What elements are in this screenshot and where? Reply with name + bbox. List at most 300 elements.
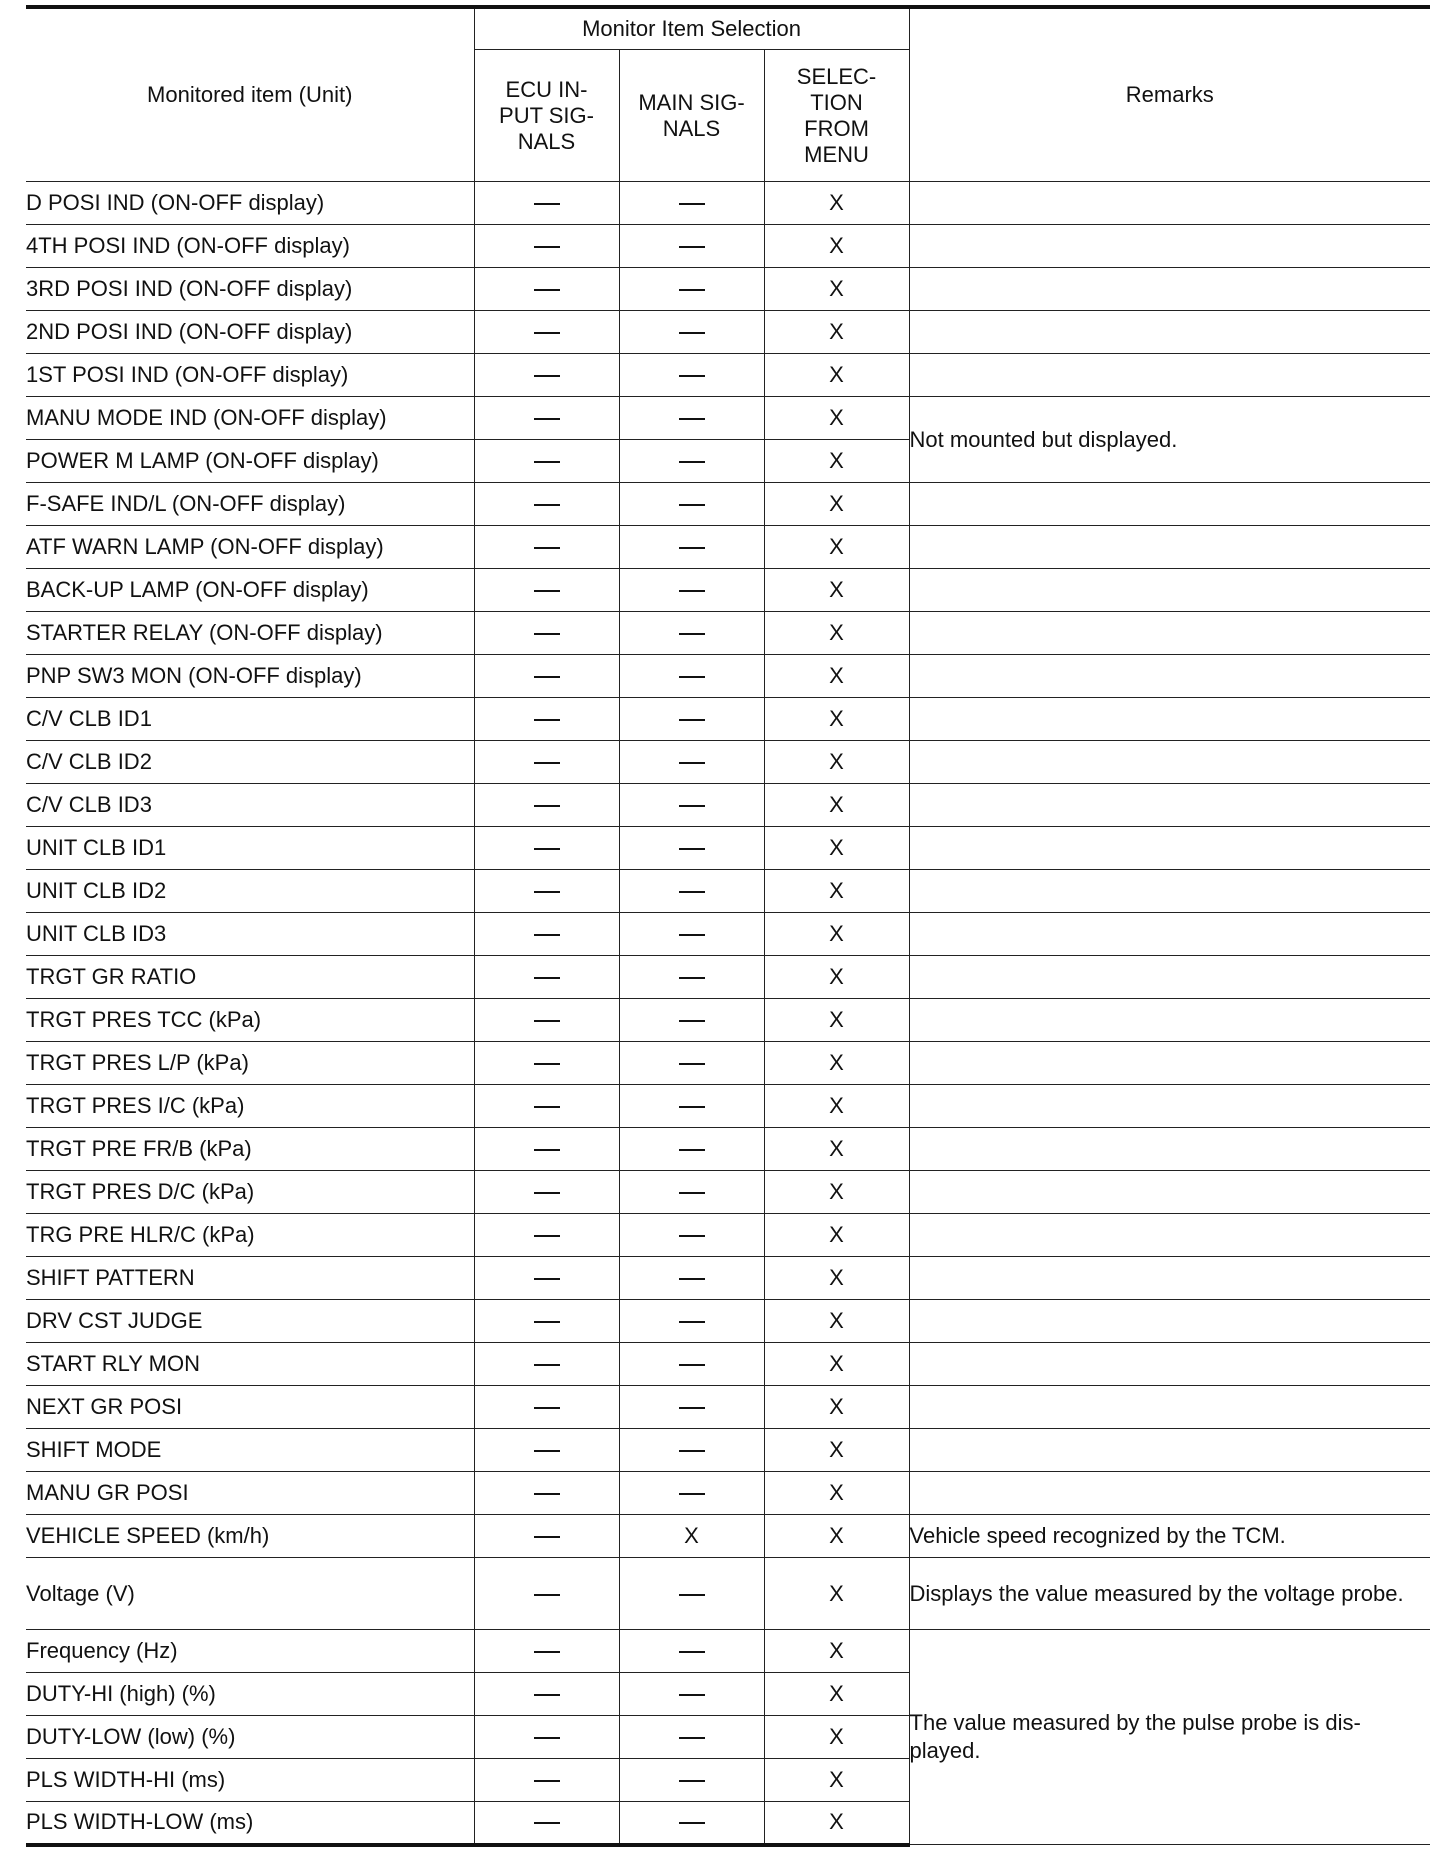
remarks-cell-empty <box>909 569 1430 612</box>
ecu-input-signals-cell <box>474 827 619 870</box>
x-mark: X <box>829 1437 844 1462</box>
dash-mark <box>534 504 560 506</box>
dash-mark <box>534 590 560 592</box>
x-mark: X <box>829 233 844 258</box>
monitored-item-cell: TRGT PRES D/C (kPa) <box>26 1171 474 1214</box>
monitored-item-cell: PLS WIDTH-HI (ms) <box>26 1759 474 1802</box>
dash-mark <box>534 633 560 635</box>
table-row <box>26 397 1430 440</box>
main-signals-cell <box>619 1257 764 1300</box>
table-row <box>26 1630 1430 1673</box>
selection-from-menu-cell <box>764 182 909 225</box>
dash-mark <box>679 1106 705 1108</box>
table-row <box>26 827 1430 870</box>
monitored-item-cell: BACK-UP LAMP (ON-OFF display) <box>26 569 474 612</box>
selection-from-menu-cell <box>764 1472 909 1515</box>
x-mark: X <box>829 878 844 903</box>
main-signals-cell <box>619 870 764 913</box>
dash-mark <box>679 1321 705 1323</box>
selection-from-menu-cell <box>764 440 909 483</box>
monitored-item-cell: Voltage (V) <box>26 1558 474 1630</box>
table-row <box>26 1171 1430 1214</box>
monitored-item-cell: Frequency (Hz) <box>26 1630 474 1673</box>
ecu-input-signals-cell <box>474 999 619 1042</box>
ecu-input-signals-cell <box>474 1472 619 1515</box>
x-mark: X <box>829 921 844 946</box>
dash-mark <box>679 1822 705 1824</box>
dash-mark <box>679 461 705 463</box>
monitored-item-cell: NEXT GR POSI <box>26 1386 474 1429</box>
ecu-input-signals-cell <box>474 1558 619 1630</box>
table-row <box>26 1343 1430 1386</box>
remarks-cell-empty <box>909 655 1430 698</box>
dash-mark <box>534 1235 560 1237</box>
dash-mark <box>534 1780 560 1782</box>
selection-from-menu-cell <box>764 870 909 913</box>
main-signals-cell <box>619 1630 764 1673</box>
table-row <box>26 655 1430 698</box>
dash-mark <box>534 1278 560 1280</box>
x-mark: X <box>829 491 844 516</box>
monitored-item-cell: 4TH POSI IND (ON-OFF display) <box>26 225 474 268</box>
ecu-input-signals-cell <box>474 870 619 913</box>
monitored-item-cell: TRGT PRES I/C (kPa) <box>26 1085 474 1128</box>
remarks-cell-empty <box>909 1472 1430 1515</box>
x-mark: X <box>829 1767 844 1792</box>
remarks-cell-empty <box>909 1257 1430 1300</box>
selection-from-menu-cell <box>764 999 909 1042</box>
dash-mark <box>679 891 705 893</box>
header-main-signals: MAIN SIG- NALS <box>619 50 764 182</box>
dash-mark <box>679 1651 705 1653</box>
dash-mark <box>679 676 705 678</box>
table-row <box>26 1300 1430 1343</box>
selection-from-menu-cell <box>764 741 909 784</box>
monitored-item-cell: ATF WARN LAMP (ON-OFF display) <box>26 526 474 569</box>
dash-mark <box>534 805 560 807</box>
ecu-input-signals-cell <box>474 913 619 956</box>
table-row <box>26 483 1430 526</box>
dash-mark <box>679 762 705 764</box>
ecu-input-signals-cell <box>474 1716 619 1759</box>
dash-mark <box>679 977 705 979</box>
dash-mark <box>534 1694 560 1696</box>
dash-mark <box>534 375 560 377</box>
dash-mark <box>534 547 560 549</box>
table-row <box>26 1558 1430 1630</box>
monitored-item-cell: DUTY-LOW (low) (%) <box>26 1716 474 1759</box>
x-mark: X <box>829 534 844 559</box>
remarks-cell-empty <box>909 225 1430 268</box>
dash-mark <box>679 1020 705 1022</box>
dash-mark <box>679 1364 705 1366</box>
main-signals-cell <box>619 741 764 784</box>
monitor-item-table <box>26 5 1430 1847</box>
selection-from-menu-cell <box>764 827 909 870</box>
x-mark: X <box>829 1007 844 1032</box>
monitored-item-cell: MANU MODE IND (ON-OFF display) <box>26 397 474 440</box>
main-signals-cell <box>619 1343 764 1386</box>
monitored-item-cell: 1ST POSI IND (ON-OFF display) <box>26 354 474 397</box>
main-signals-cell <box>619 827 764 870</box>
remarks-cell-empty <box>909 698 1430 741</box>
dash-mark <box>534 1594 560 1596</box>
x-mark: X <box>829 1724 844 1749</box>
remarks-cell-empty <box>909 1171 1430 1214</box>
table-row <box>26 311 1430 354</box>
main-signals-cell <box>619 1515 764 1558</box>
table-row <box>26 698 1430 741</box>
selection-from-menu-cell <box>764 311 909 354</box>
dash-mark <box>534 1737 560 1739</box>
ecu-input-signals-cell <box>474 311 619 354</box>
ecu-input-signals-cell <box>474 1257 619 1300</box>
table-row <box>26 354 1430 397</box>
x-mark: X <box>829 620 844 645</box>
remarks-cell-empty <box>909 1214 1430 1257</box>
header-selection-from-menu: SELEC- TION FROM MENU <box>764 50 909 182</box>
selection-from-menu-cell <box>764 698 909 741</box>
table-row <box>26 1214 1430 1257</box>
monitored-item-cell: DRV CST JUDGE <box>26 1300 474 1343</box>
x-mark: X <box>829 1809 844 1835</box>
monitored-item-cell: C/V CLB ID2 <box>26 741 474 784</box>
ecu-input-signals-cell <box>474 483 619 526</box>
ecu-input-signals-cell <box>474 1171 619 1214</box>
remarks-cell: The value measured by the pulse probe is dis- played. <box>909 1630 1430 1845</box>
x-mark: X <box>829 1136 844 1161</box>
main-signals-cell <box>619 1085 764 1128</box>
ecu-input-signals-cell <box>474 225 619 268</box>
ecu-input-signals-cell <box>474 1128 619 1171</box>
dash-mark <box>679 246 705 248</box>
selection-from-menu-cell <box>764 1429 909 1472</box>
main-signals-cell <box>619 397 764 440</box>
x-mark: X <box>829 1308 844 1333</box>
dash-mark <box>534 418 560 420</box>
main-signals-cell <box>619 1128 764 1171</box>
ecu-input-signals-cell <box>474 784 619 827</box>
selection-from-menu-cell <box>764 784 909 827</box>
dash-mark <box>679 1780 705 1782</box>
remarks-cell-empty <box>909 311 1430 354</box>
x-mark: X <box>829 1638 844 1663</box>
table-row <box>26 569 1430 612</box>
table-body <box>26 182 1430 1845</box>
x-mark: X <box>829 319 844 344</box>
monitored-item-cell: UNIT CLB ID1 <box>26 827 474 870</box>
monitored-item-cell: UNIT CLB ID3 <box>26 913 474 956</box>
header-monitor-item-selection: Monitor Item Selection <box>474 7 909 50</box>
x-mark: X <box>829 1523 844 1548</box>
x-mark: X <box>829 276 844 301</box>
dash-mark <box>679 1278 705 1280</box>
table-row <box>26 1128 1430 1171</box>
selection-from-menu-cell <box>764 1802 909 1845</box>
dash-mark <box>534 848 560 850</box>
x-mark: X <box>684 1523 699 1548</box>
ecu-input-signals-cell <box>474 741 619 784</box>
main-signals-cell <box>619 1171 764 1214</box>
main-signals-cell <box>619 354 764 397</box>
ecu-input-signals-cell <box>474 440 619 483</box>
table-row <box>26 870 1430 913</box>
remarks-cell-empty <box>909 956 1430 999</box>
main-signals-cell <box>619 612 764 655</box>
dash-mark <box>679 1407 705 1409</box>
dash-mark <box>679 504 705 506</box>
monitored-item-cell: F-SAFE IND/L (ON-OFF display) <box>26 483 474 526</box>
header-remarks: Remarks <box>909 7 1430 182</box>
main-signals-cell <box>619 311 764 354</box>
selection-from-menu-cell <box>764 354 909 397</box>
dash-mark <box>679 203 705 205</box>
selection-from-menu-cell <box>764 1257 909 1300</box>
table-row <box>26 956 1430 999</box>
dash-mark <box>679 1149 705 1151</box>
ecu-input-signals-cell <box>474 569 619 612</box>
main-signals-cell <box>619 1300 764 1343</box>
dash-mark <box>534 203 560 205</box>
x-mark: X <box>829 792 844 817</box>
main-signals-cell <box>619 1673 764 1716</box>
monitored-item-cell: MANU GR POSI <box>26 1472 474 1515</box>
table-row <box>26 612 1430 655</box>
selection-from-menu-cell <box>764 1515 909 1558</box>
table-row <box>26 741 1430 784</box>
selection-from-menu-cell <box>764 1300 909 1343</box>
monitored-item-cell: START RLY MON <box>26 1343 474 1386</box>
table-row <box>26 526 1430 569</box>
dash-mark <box>679 1493 705 1495</box>
selection-from-menu-cell <box>764 1343 909 1386</box>
selection-from-menu-cell <box>764 1042 909 1085</box>
x-mark: X <box>829 577 844 602</box>
x-mark: X <box>829 964 844 989</box>
monitored-item-cell: C/V CLB ID3 <box>26 784 474 827</box>
x-mark: X <box>829 1265 844 1290</box>
dash-mark <box>679 1450 705 1452</box>
main-signals-cell <box>619 268 764 311</box>
dash-mark <box>679 848 705 850</box>
selection-from-menu-cell <box>764 569 909 612</box>
selection-from-menu-cell <box>764 397 909 440</box>
x-mark: X <box>829 362 844 387</box>
remarks-cell-empty <box>909 268 1430 311</box>
table-row <box>26 182 1430 225</box>
header-ecu-input-signals: ECU IN- PUT SIG- NALS <box>474 50 619 182</box>
monitored-item-cell: C/V CLB ID1 <box>26 698 474 741</box>
dash-mark <box>534 1407 560 1409</box>
x-mark: X <box>829 1681 844 1706</box>
monitored-item-cell: TRGT PRES TCC (kPa) <box>26 999 474 1042</box>
x-mark: X <box>829 405 844 430</box>
remarks-cell-empty <box>909 182 1430 225</box>
dash-mark <box>679 590 705 592</box>
header-monitored-item: Monitored item (Unit) <box>26 7 474 182</box>
table-row <box>26 1085 1430 1128</box>
ecu-input-signals-cell <box>474 1429 619 1472</box>
ecu-input-signals-cell <box>474 1673 619 1716</box>
main-signals-cell <box>619 999 764 1042</box>
main-signals-cell <box>619 1214 764 1257</box>
remarks-cell-empty <box>909 999 1430 1042</box>
dash-mark <box>679 934 705 936</box>
x-mark: X <box>829 1179 844 1204</box>
selection-from-menu-cell <box>764 956 909 999</box>
remarks-cell-empty <box>909 913 1430 956</box>
main-signals-cell <box>619 1716 764 1759</box>
dash-mark <box>679 633 705 635</box>
remarks-cell-empty <box>909 612 1430 655</box>
monitored-item-cell: TRGT PRE FR/B (kPa) <box>26 1128 474 1171</box>
x-mark: X <box>829 1050 844 1075</box>
selection-from-menu-cell <box>764 1171 909 1214</box>
table-row <box>26 1429 1430 1472</box>
dash-mark <box>679 719 705 721</box>
ecu-input-signals-cell <box>474 1085 619 1128</box>
dash-mark <box>679 332 705 334</box>
ecu-input-signals-cell <box>474 397 619 440</box>
selection-from-menu-cell <box>764 1759 909 1802</box>
ecu-input-signals-cell <box>474 354 619 397</box>
x-mark: X <box>829 1351 844 1376</box>
ecu-input-signals-cell <box>474 698 619 741</box>
ecu-input-signals-cell <box>474 268 619 311</box>
table-row <box>26 999 1430 1042</box>
remarks-cell: Displays the value measured by the voltage probe. <box>909 1558 1430 1630</box>
dash-mark <box>534 1063 560 1065</box>
dash-mark <box>679 418 705 420</box>
remarks-cell-empty <box>909 870 1430 913</box>
table-header <box>26 7 1430 182</box>
ecu-input-signals-cell <box>474 182 619 225</box>
remarks-cell-empty <box>909 483 1430 526</box>
main-signals-cell <box>619 784 764 827</box>
selection-from-menu-cell <box>764 913 909 956</box>
dash-mark <box>534 891 560 893</box>
x-mark: X <box>829 448 844 473</box>
dash-mark <box>679 1737 705 1739</box>
monitored-item-cell: TRGT PRES L/P (kPa) <box>26 1042 474 1085</box>
main-signals-cell <box>619 483 764 526</box>
table-row <box>26 268 1430 311</box>
ecu-input-signals-cell <box>474 1042 619 1085</box>
table-row <box>26 225 1430 268</box>
main-signals-cell <box>619 1802 764 1845</box>
table-row <box>26 1257 1430 1300</box>
x-mark: X <box>829 1394 844 1419</box>
dash-mark <box>534 1822 560 1824</box>
monitored-item-cell: UNIT CLB ID2 <box>26 870 474 913</box>
ecu-input-signals-cell <box>474 1214 619 1257</box>
dash-mark <box>534 762 560 764</box>
remarks-cell-empty <box>909 741 1430 784</box>
dash-mark <box>534 719 560 721</box>
selection-from-menu-cell <box>764 1386 909 1429</box>
dash-mark <box>679 547 705 549</box>
main-signals-cell <box>619 1558 764 1630</box>
dash-mark <box>534 1493 560 1495</box>
remarks-cell-empty <box>909 354 1430 397</box>
selection-from-menu-cell <box>764 483 909 526</box>
x-mark: X <box>829 749 844 774</box>
ecu-input-signals-cell <box>474 655 619 698</box>
dash-mark <box>534 1536 560 1538</box>
remarks-cell-empty <box>909 526 1430 569</box>
main-signals-cell <box>619 526 764 569</box>
dash-mark <box>534 1321 560 1323</box>
main-signals-cell <box>619 182 764 225</box>
selection-from-menu-cell <box>764 268 909 311</box>
remarks-cell-empty <box>909 784 1430 827</box>
selection-from-menu-cell <box>764 1085 909 1128</box>
x-mark: X <box>829 835 844 860</box>
selection-from-menu-cell <box>764 1214 909 1257</box>
dash-mark <box>679 375 705 377</box>
remarks-cell-empty <box>909 1429 1430 1472</box>
remarks-cell-empty <box>909 1386 1430 1429</box>
selection-from-menu-cell <box>764 1128 909 1171</box>
ecu-input-signals-cell <box>474 1300 619 1343</box>
selection-from-menu-cell <box>764 526 909 569</box>
main-signals-cell <box>619 569 764 612</box>
table-row <box>26 1472 1430 1515</box>
monitored-item-cell: PLS WIDTH-LOW (ms) <box>26 1802 474 1845</box>
remarks-cell: Vehicle speed recognized by the TCM. <box>909 1515 1430 1558</box>
x-mark: X <box>829 1222 844 1247</box>
ecu-input-signals-cell <box>474 1343 619 1386</box>
dash-mark <box>534 246 560 248</box>
monitored-item-cell: 2ND POSI IND (ON-OFF display) <box>26 311 474 354</box>
main-signals-cell <box>619 1042 764 1085</box>
monitored-item-cell: SHIFT PATTERN <box>26 1257 474 1300</box>
table-row <box>26 1386 1430 1429</box>
main-signals-cell <box>619 440 764 483</box>
dash-mark <box>534 1020 560 1022</box>
main-signals-cell <box>619 913 764 956</box>
remarks-cell: Not mounted but displayed. <box>909 397 1430 483</box>
x-mark: X <box>829 190 844 215</box>
monitored-item-cell: D POSI IND (ON-OFF display) <box>26 182 474 225</box>
dash-mark <box>679 805 705 807</box>
remarks-cell-empty <box>909 827 1430 870</box>
dash-mark <box>679 289 705 291</box>
x-mark: X <box>829 1580 844 1606</box>
dash-mark <box>534 1106 560 1108</box>
dash-mark <box>534 977 560 979</box>
x-mark: X <box>829 706 844 731</box>
remarks-cell-empty <box>909 1042 1430 1085</box>
table-row <box>26 784 1430 827</box>
x-mark: X <box>829 663 844 688</box>
dash-mark <box>534 289 560 291</box>
selection-from-menu-cell <box>764 655 909 698</box>
dash-mark <box>679 1594 705 1596</box>
selection-from-menu-cell <box>764 1673 909 1716</box>
monitored-item-cell: VEHICLE SPEED (km/h) <box>26 1515 474 1558</box>
dash-mark <box>534 1149 560 1151</box>
dash-mark <box>534 676 560 678</box>
selection-from-menu-cell <box>764 1630 909 1673</box>
dash-mark <box>679 1235 705 1237</box>
dash-mark <box>534 332 560 334</box>
table-row <box>26 1515 1430 1558</box>
remarks-cell-empty <box>909 1343 1430 1386</box>
selection-from-menu-cell <box>764 1716 909 1759</box>
ecu-input-signals-cell <box>474 1515 619 1558</box>
ecu-input-signals-cell <box>474 1386 619 1429</box>
